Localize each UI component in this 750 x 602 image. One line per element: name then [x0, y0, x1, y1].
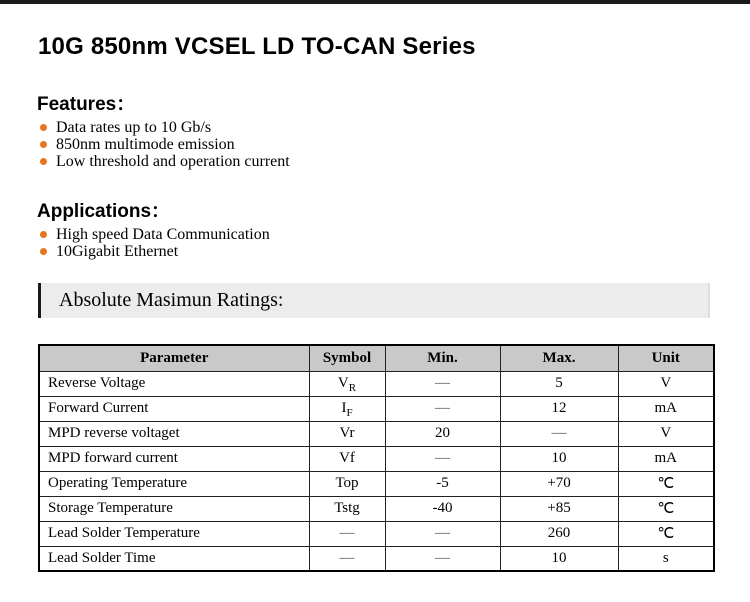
- min-cell: —: [385, 396, 500, 421]
- top-border-rule: [0, 0, 750, 4]
- features-list: [40, 119, 290, 170]
- unit-cell: ℃: [618, 471, 714, 496]
- parameter-cell: MPD reverse voltaget: [39, 421, 309, 446]
- table-row: [39, 546, 714, 571]
- parameter-cell: Forward Current: [39, 396, 309, 421]
- list-item: [40, 153, 290, 170]
- ratings-table-head: [39, 345, 714, 371]
- ratings-table: [38, 344, 715, 572]
- column-header: Unit: [618, 345, 714, 371]
- min-cell: —: [385, 446, 500, 471]
- page-title: 10G 850nm VCSEL LD TO-CAN Series: [38, 33, 476, 60]
- unit-cell: V: [618, 371, 714, 396]
- list-item: [40, 136, 290, 153]
- unit-cell: mA: [618, 446, 714, 471]
- table-row: [39, 421, 714, 446]
- bullet-icon: [40, 141, 47, 148]
- symbol-cell: Top: [309, 471, 385, 496]
- symbol-cell: Tstg: [309, 496, 385, 521]
- unit-cell: V: [618, 421, 714, 446]
- bullet-icon: [40, 231, 47, 238]
- table-row: [39, 396, 714, 421]
- section-banner: [38, 283, 710, 318]
- symbol-cell: —: [309, 546, 385, 571]
- table-row: [39, 496, 714, 521]
- column-header: Symbol: [309, 345, 385, 371]
- feature-text: Data rates up to 10 Gb/s: [56, 119, 212, 136]
- min-cell: -5: [385, 471, 500, 496]
- application-text: 10Gigabit Ethernet: [56, 243, 179, 260]
- max-cell: +70: [500, 471, 618, 496]
- table-row: [39, 471, 714, 496]
- max-cell: 5: [500, 371, 618, 396]
- feature-text: 850nm multimode emission: [56, 136, 235, 153]
- list-item: [40, 226, 270, 243]
- unit-cell: ℃: [618, 496, 714, 521]
- symbol-cell: —: [309, 521, 385, 546]
- unit-cell: mA: [618, 396, 714, 421]
- unit-cell: s: [618, 546, 714, 571]
- parameter-cell: Reverse Voltage: [39, 371, 309, 396]
- parameter-cell: MPD forward current: [39, 446, 309, 471]
- symbol-cell: Vf: [309, 446, 385, 471]
- column-header: Parameter: [39, 345, 309, 371]
- applications-heading: Applications：: [37, 201, 171, 222]
- list-item: [40, 243, 270, 260]
- max-cell: 10: [500, 546, 618, 571]
- symbol-cell: $V_R$: [309, 371, 385, 396]
- parameter-cell: Lead Solder Temperature: [39, 521, 309, 546]
- max-cell: 260: [500, 521, 618, 546]
- max-cell: 10: [500, 446, 618, 471]
- section-title: Absolute Masimun Ratings:: [59, 289, 284, 311]
- min-cell: 20: [385, 421, 500, 446]
- column-header: Min.: [385, 345, 500, 371]
- unit-cell: ℃: [618, 521, 714, 546]
- table-row: [39, 521, 714, 546]
- bullet-icon: [40, 158, 47, 165]
- table-row: [39, 446, 714, 471]
- symbol-cell: Vr: [309, 421, 385, 446]
- list-item: [40, 119, 290, 136]
- min-cell: -40: [385, 496, 500, 521]
- applications-list: [40, 226, 270, 260]
- banner-background: [41, 283, 710, 318]
- max-cell: —: [500, 421, 618, 446]
- column-header: Max.: [500, 345, 618, 371]
- max-cell: 12: [500, 396, 618, 421]
- ratings-table-body: [39, 371, 714, 571]
- symbol-cell: $I_F$: [309, 396, 385, 421]
- header-row: [39, 345, 714, 371]
- features-heading: Features：: [37, 94, 136, 115]
- min-cell: —: [385, 546, 500, 571]
- bullet-icon: [40, 124, 47, 131]
- parameter-cell: Lead Solder Time: [39, 546, 309, 571]
- bullet-icon: [40, 248, 47, 255]
- max-cell: +85: [500, 496, 618, 521]
- parameter-cell: Storage Temperature: [39, 496, 309, 521]
- table-row: [39, 371, 714, 396]
- feature-text: Low threshold and operation current: [56, 153, 290, 170]
- min-cell: —: [385, 371, 500, 396]
- application-text: High speed Data Communication: [56, 226, 270, 243]
- min-cell: —: [385, 521, 500, 546]
- parameter-cell: Operating Temperature: [39, 471, 309, 496]
